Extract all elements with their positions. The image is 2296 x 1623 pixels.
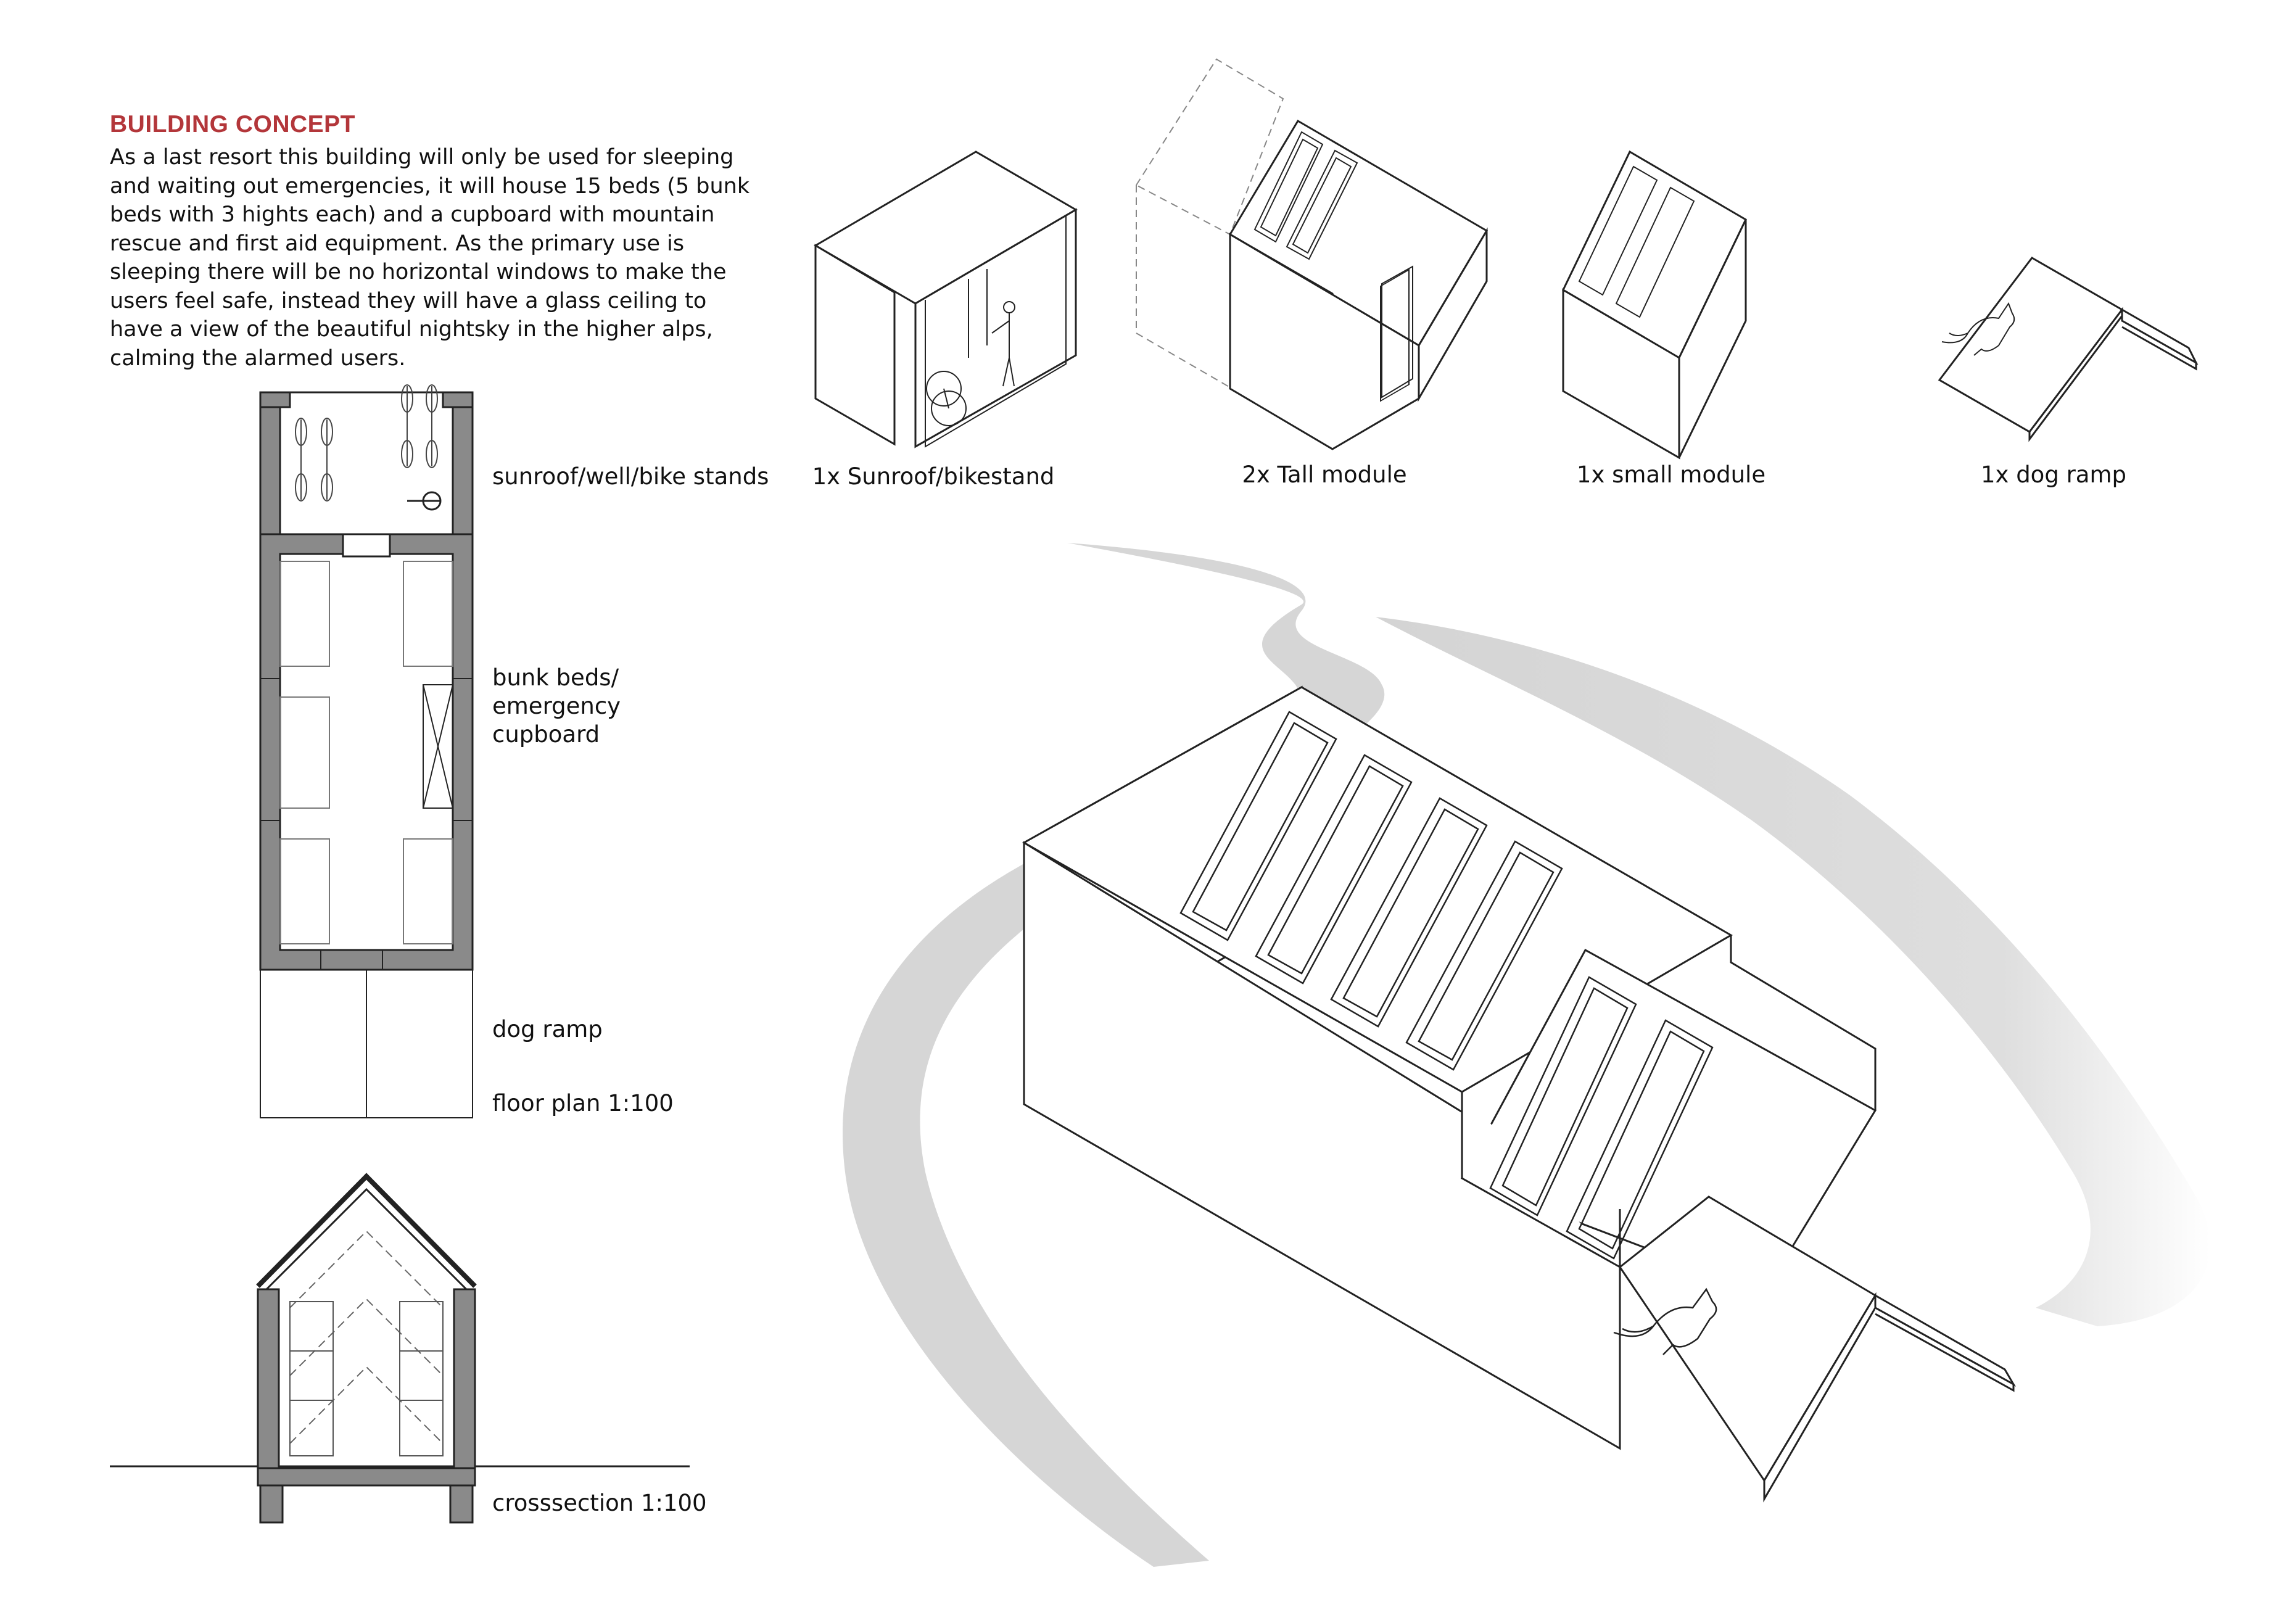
label-emergency: emergency <box>492 693 621 719</box>
label-bunk-beds: bunk beds/ <box>492 664 619 691</box>
caption-small-module: 1x small module <box>1576 461 1766 488</box>
caption-tall-module: 2x Tall module <box>1242 461 1407 488</box>
module-dog-ramp <box>1939 258 2196 439</box>
label-cupboard: cupboard <box>492 721 600 748</box>
module-sunroof-bikestand <box>816 152 1076 447</box>
concept-title: BUILDING CONCEPT <box>110 111 355 138</box>
floor-plan <box>260 385 473 1118</box>
module-tall <box>1136 59 1487 449</box>
label-sunroof: sunroof/well/bike stands <box>492 463 769 490</box>
cross-section <box>110 1176 690 1522</box>
label-crosssection: crosssection 1:100 <box>492 1490 707 1516</box>
caption-dog-ramp: 1x dog ramp <box>1981 461 2126 488</box>
label-floor-plan: floor plan 1:100 <box>492 1090 674 1117</box>
label-dog-ramp: dog ramp <box>492 1016 603 1043</box>
caption-sunroof-bikestand: 1x Sunroof/bikestand <box>812 463 1055 490</box>
module-small <box>1563 152 1746 458</box>
concept-description: As a last resort this building will only be used for sleeping and waiting out emergencies, it will house 15 beds (5 bunk beds with 3 hights each) and a cupboard with mountain rescue and first aid equipment. As the primary use is sleeping there will be no horizontal windows to make the users feel safe, instead they will have a glass ceiling to have a view of the beautiful nightsky in the higher alps, calming the alarmed users. <box>110 145 750 371</box>
